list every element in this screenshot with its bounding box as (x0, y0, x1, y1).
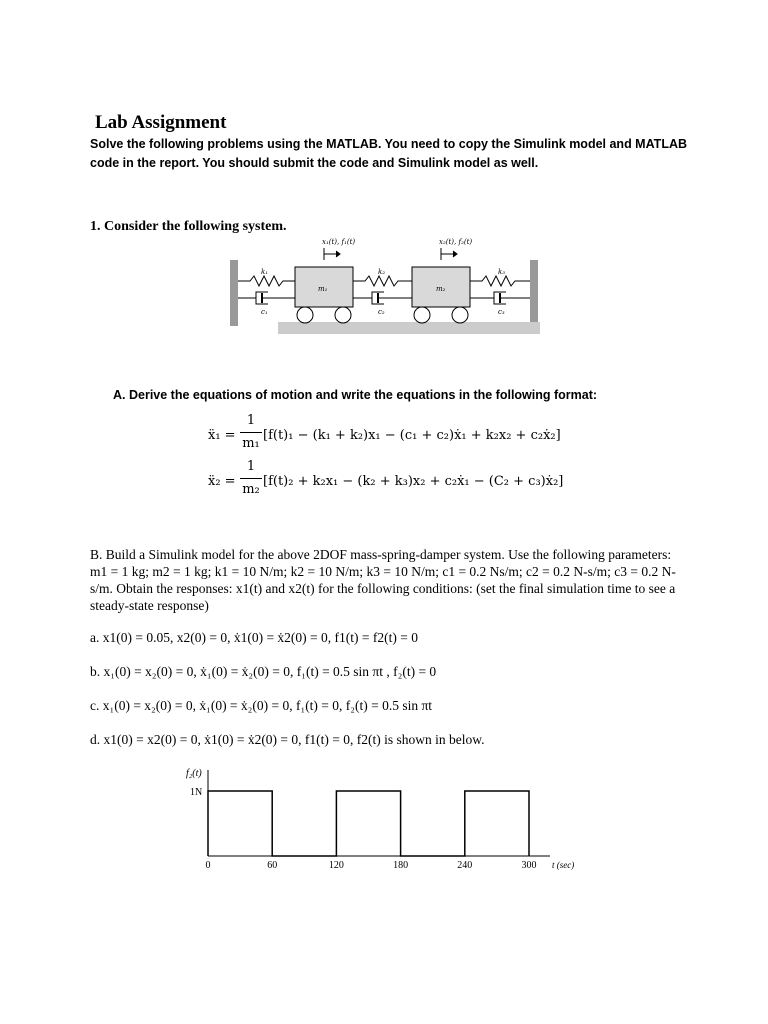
c2-label: c₂ (378, 308, 385, 316)
x-tick-label: 60 (267, 860, 278, 871)
x2-label: x₂(t), f₂(t) (439, 238, 473, 246)
damper-c1 (238, 292, 295, 304)
spring-k3 (470, 276, 530, 286)
equation-1-fraction-bar (240, 432, 262, 433)
equation-2-numerator: 1 (246, 459, 256, 474)
right-wall (530, 260, 538, 326)
condition-d: d. x1(0) = x2(0) = 0, ẋ1(0) = ẋ2(0) = 0, f1(t) = 0, f2(t) is shown in below. (90, 732, 485, 747)
k3-label: k₃ (498, 268, 506, 276)
equation-1-rhs: [f(t)₁ − (k₁ + k₂)x₁ − (c₁ + c₂)ẋ₁ + k₂x₂ + c₂ẋ₂] (263, 428, 561, 443)
condition-c: c. x₁(0) = x₂(0) = 0, ẋ₁(0) = ẋ₂(0) = 0, f₁(t) = 0, f₂(t) = 0.5 sin πt (90, 698, 433, 713)
equation-2-denominator: m₂ (242, 482, 260, 497)
part-a-text: A. Derive the equations of motion and write the equations in the following format: (113, 388, 598, 402)
mass-spring-damper-diagram (230, 232, 546, 334)
wheel (297, 307, 313, 323)
wheel (452, 307, 468, 323)
spring-k2 (353, 276, 412, 286)
wheel (414, 307, 430, 323)
y-axis-label: f₂(t) (186, 768, 202, 779)
c1-label: c₁ (261, 308, 268, 316)
m1-label: m₁ (318, 285, 328, 293)
m2-label: m₂ (436, 285, 446, 293)
y-tick-label: 1N (190, 787, 203, 798)
equation-1-lhs: ẍ₁ = (208, 428, 236, 443)
damper-c2 (353, 292, 412, 304)
intro-text: Solve the following problems using the MATLAB. You need to copy the Simulink model and MATLAB code in the report. You should submit the code and Simulink model as well. (90, 137, 688, 170)
x-axis-label: t (sec) (552, 860, 575, 870)
x-tick-label: 300 (521, 860, 537, 871)
condition-a: a. x1(0) = 0.05, x2(0) = 0, ẋ1(0) = ẋ2(0) = 0, f1(t) = f2(t) = 0 (90, 630, 418, 645)
equation-2-fraction-bar (240, 478, 262, 479)
equation-1-numerator: 1 (246, 413, 256, 428)
part-b-text: B. Build a Simulink model for the above 2DOF mass-spring-damper system. Use the following parameters: m1 = 1 kg; m2 = 1 kg; k1 = 10 N/m; k2 = 10 N/m; k3 = 10 N/m; c1 = 0.2 Ns/m; c2 = 0.2 N-s/m; c3 = 0.2 N-s/m. Obtain the responses: x1(t) and x2(t) for the following conditions: (set the final simulation time to see a steady-state response) (90, 547, 676, 613)
spring-k1 (238, 276, 295, 286)
wheel (335, 307, 351, 323)
equation-2-rhs: [f(t)₂ + k₂x₁ − (k₂ + k₃)x₂ + c₂ẋ₁ − (C₂ + c₃)ẋ₂] (263, 474, 564, 489)
condition-b: b. x₁(0) = x₂(0) = 0, ẋ₁(0) = ẋ₂(0) = 0, f₁(t) = 0.5 sin πt , f₂(t) = 0 (90, 664, 437, 679)
k2-label: k₂ (378, 268, 386, 276)
f2-square-wave-chart (180, 762, 600, 877)
left-wall (230, 260, 238, 326)
floor (278, 322, 540, 334)
question-1-heading: 1. Consider the following system. (90, 219, 287, 234)
f2-series-line (208, 791, 529, 856)
x1-label: x₁(t), f₁(t) (322, 238, 356, 246)
damper-c3 (470, 292, 530, 304)
equation-2-lhs: ẍ₂ = (208, 474, 236, 489)
page-title: Lab Assignment (95, 112, 227, 133)
c3-label: c₃ (498, 308, 505, 316)
x-tick-label: 240 (457, 860, 473, 871)
x-tick-label: 120 (328, 860, 344, 871)
equation-1-denominator: m₁ (242, 436, 260, 451)
x-tick-label: 180 (393, 860, 409, 871)
x-tick-label: 0 (205, 860, 211, 871)
k1-label: k₁ (261, 268, 269, 276)
